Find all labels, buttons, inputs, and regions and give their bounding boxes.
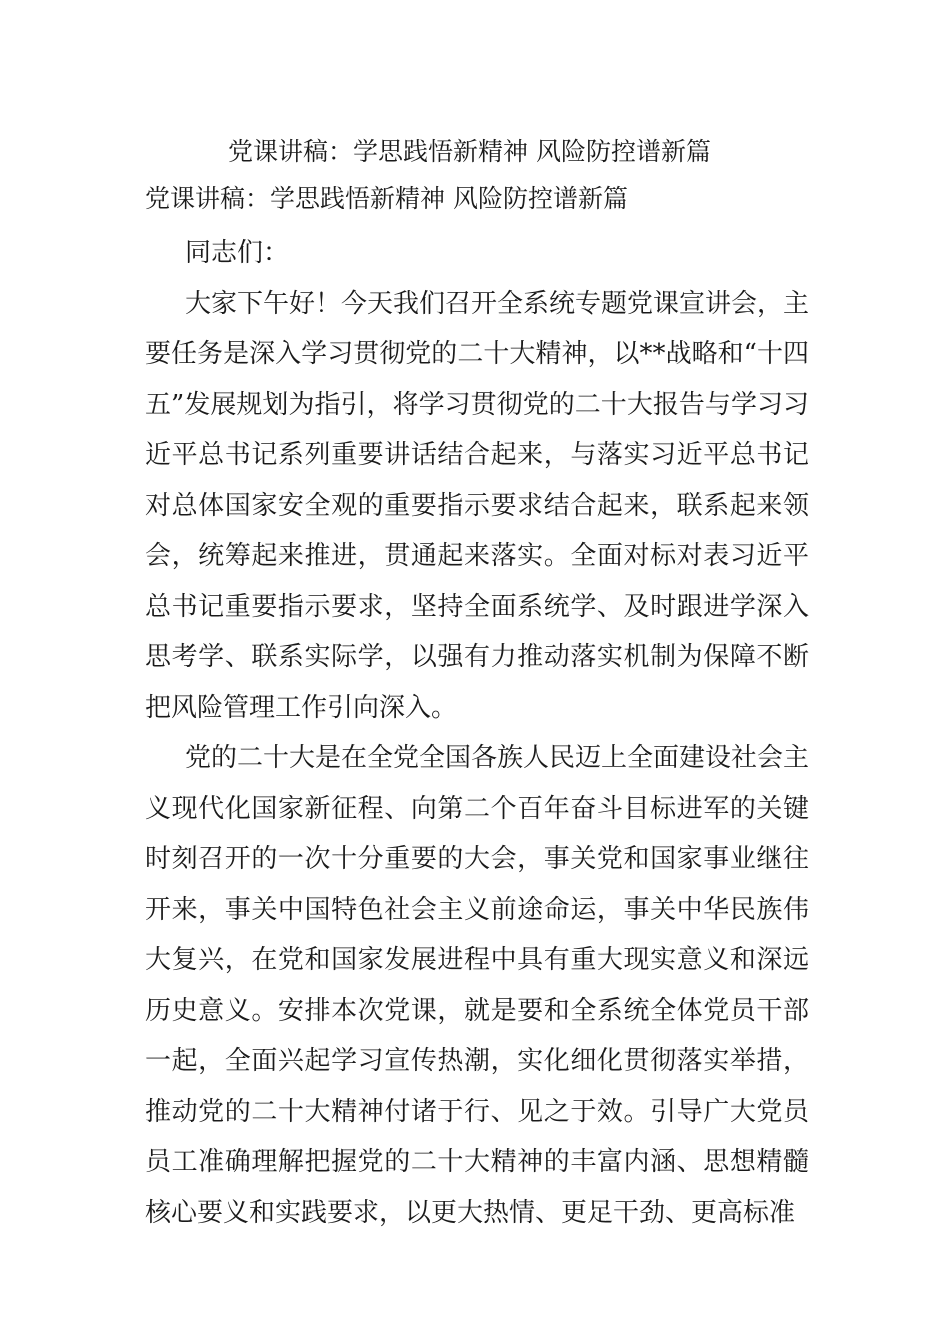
document-title: 党课讲稿：学思践悟新精神 风险防控谱新篇 [228,137,711,166]
salutation: 同志们： [185,238,290,268]
document-body [145,228,809,1238]
paragraph-2: 党的二十大是在全党全国各族人民迈上全面建设社会主义现代化国家新征程、向第二个百年奋斗目标进军的关键时刻召开的一次十分重要的大会，事关党和国家事业继往开来，事关中国特色社会主义前途命运，事关中华民族伟大复兴，在党和国家发展进程中具有重大现实意义和深远历史意义。安排本次党课，就是要和全系统全体党员干部一起，全面兴起学习宣传热潮，实化细化贯彻落实举措，推动党的二十大精神付诸于行、见之于效。引导广大党员员工准确理解把握党的二十大精神的丰富内涵、思想精髓核心要义和实践要求，以更大热情、更足干劲、更高标准 [145,743,810,1228]
paragraph-1: 大家下午好！今天我们召开全系统专题党课宣讲会，主要任务是深入学习贯彻党的二十大精神，以**战略和“十四五”发展规划为指引，将学习贯彻党的二十大报告与学习习近平总书记系列重要讲话结合起来，与落实习近平总书记对总体国家安全观的重要指示要求结合起来，联系起来领会，统筹起来推进，贯通起来落实。全面对标对表习近平总书记重要指示要求，坚持全面系统学、及时跟进学深入思考学、联系实际学，以强有力推动落实机制为保障不断把风险管理工作引向深入。 [145,288,810,723]
document-subtitle: 党课讲稿：学思践悟新精神 风险防控谱新篇 [145,184,628,213]
